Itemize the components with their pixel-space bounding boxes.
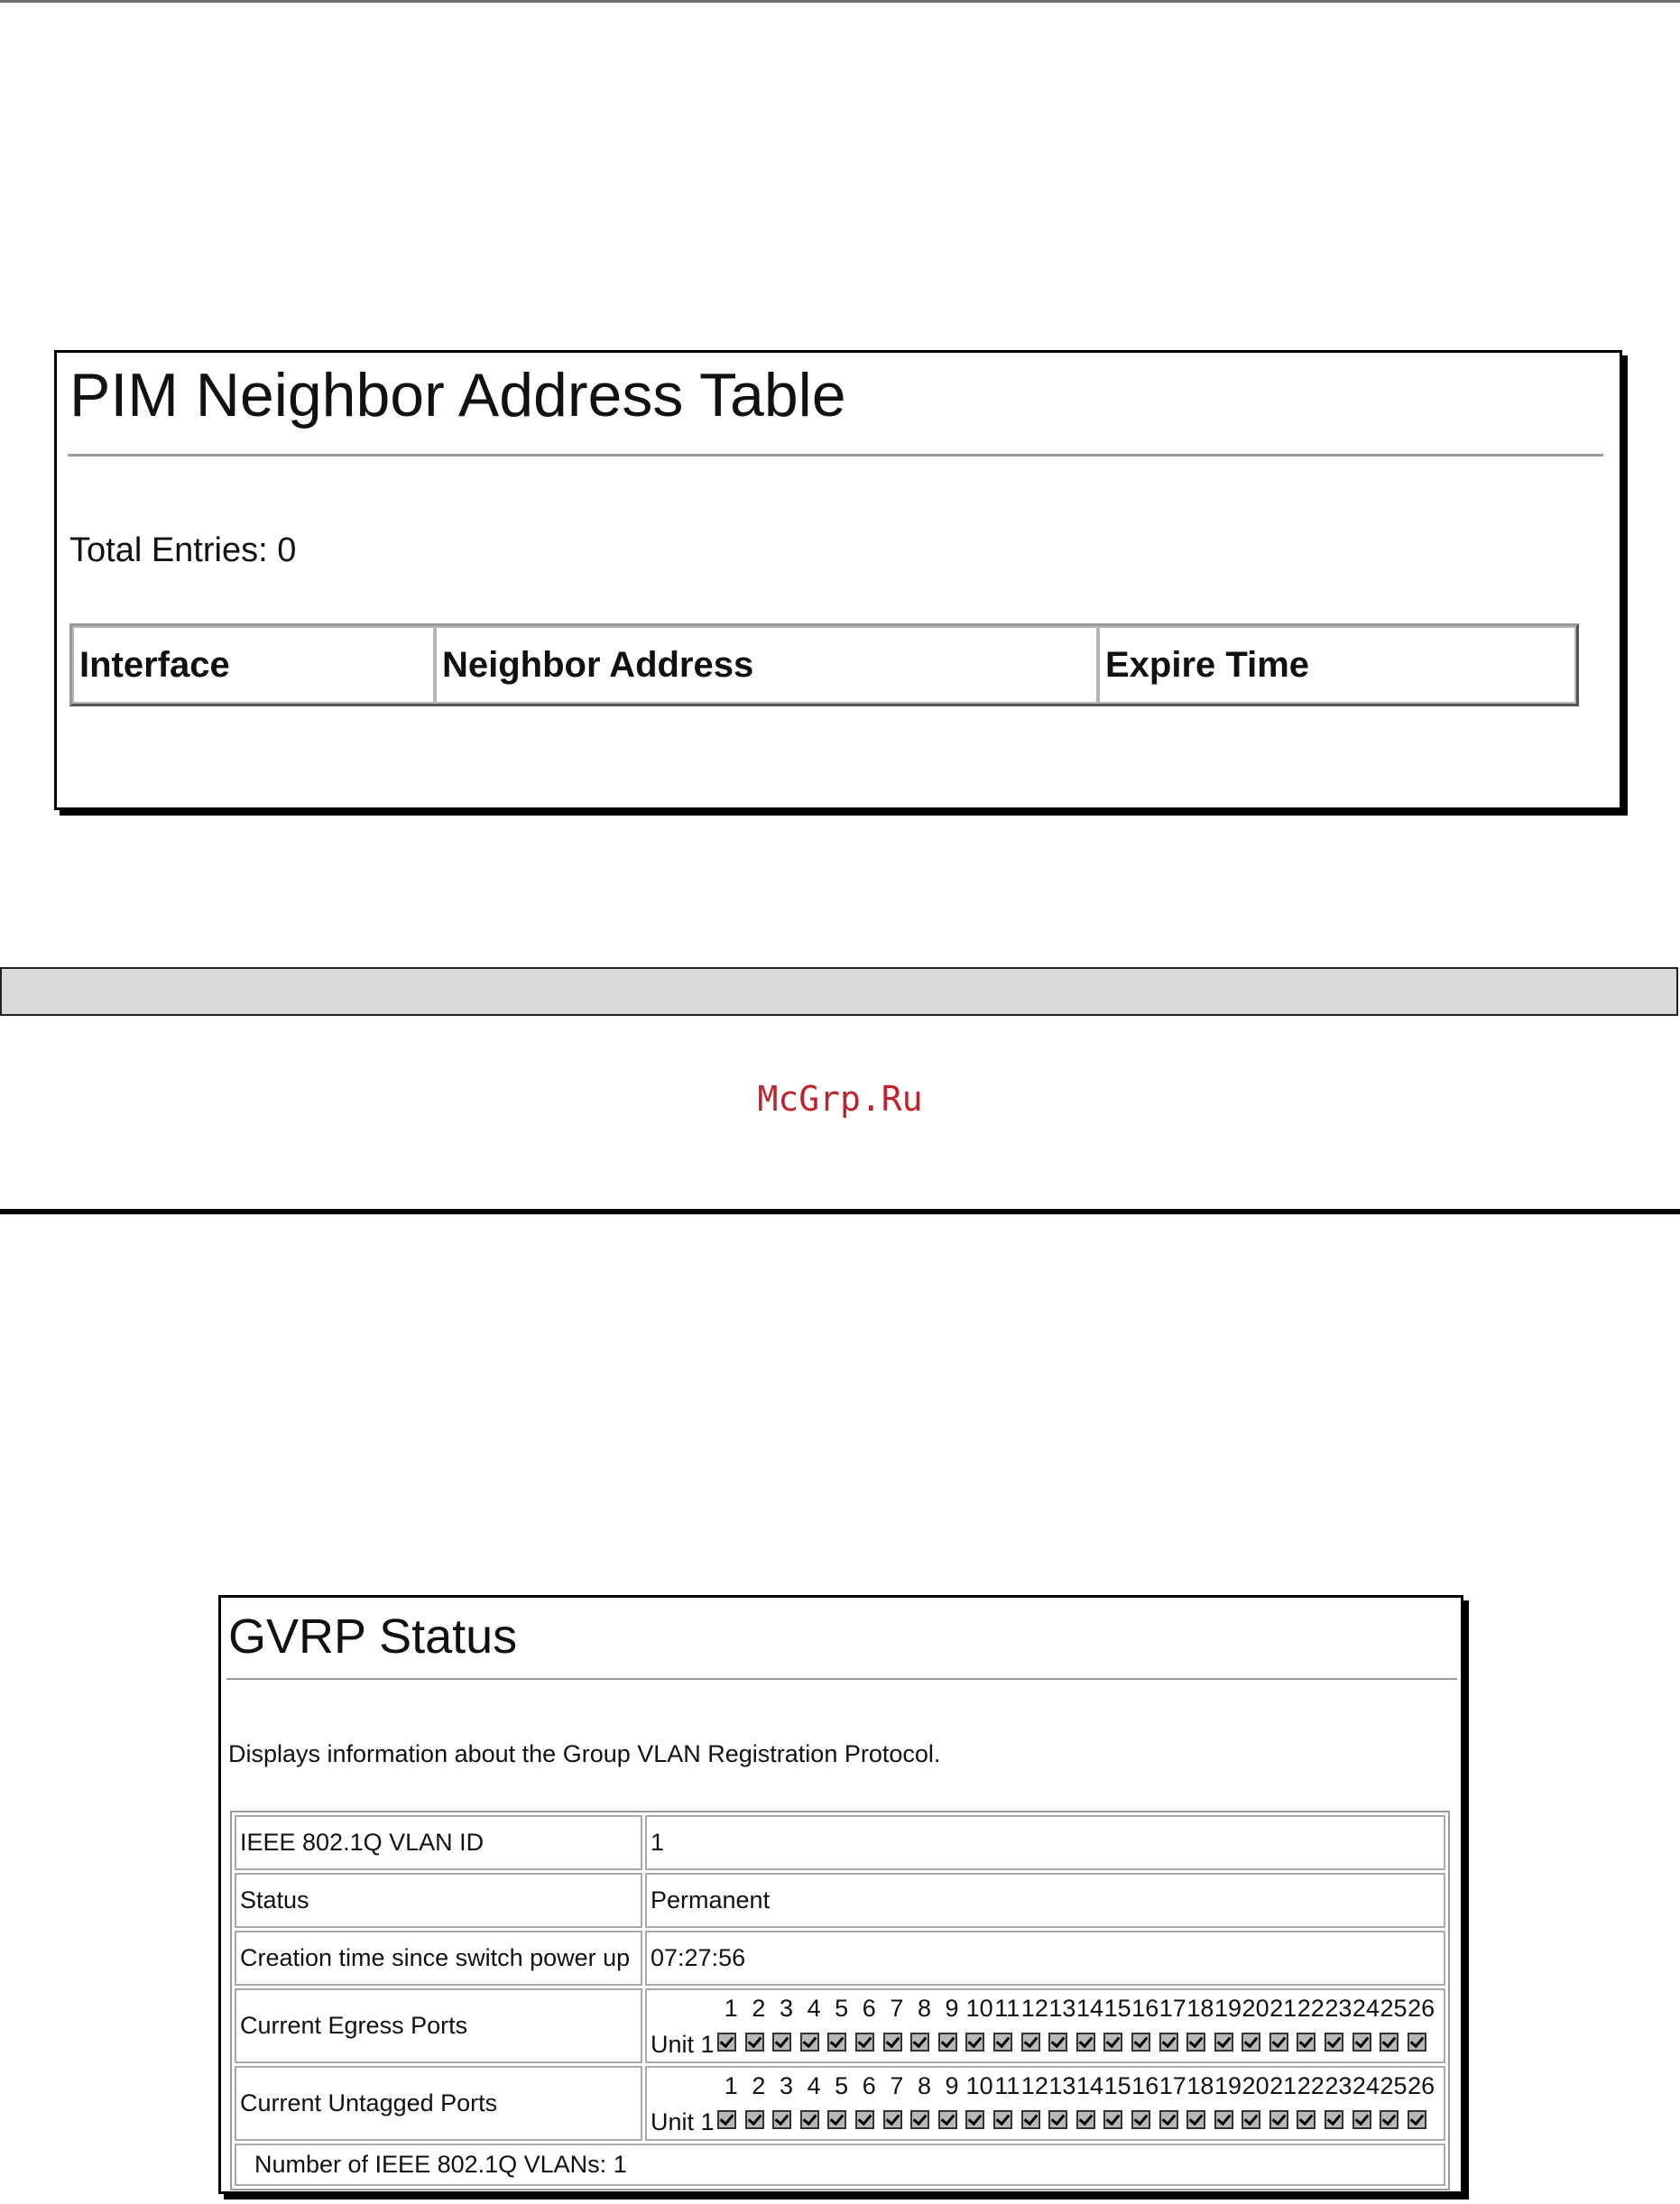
gvrp-title-divider [226,1678,1457,1680]
port-number: 8 [917,1994,931,2022]
gvrp-description: Displays information about the Group VLAN Registration Protocol. [228,1740,941,1767]
port-25-checkbox[interactable] [1380,2033,1398,2052]
port-10-checkbox[interactable] [965,2033,984,2052]
port-number: 22 [1297,1994,1325,2022]
egress-port-checkboxes [717,2033,1435,2061]
column-header-neighbor-address: Neighbor Address [435,626,1098,704]
port-number: 15 [1103,2071,1131,2099]
port-8-checkbox[interactable] [910,2110,929,2129]
port-number: 4 [807,1994,821,2022]
status-value: Permanent [645,1873,1445,1928]
port-number: 6 [862,1994,876,2022]
port-2-checkbox[interactable] [745,2033,764,2052]
port-8-checkbox[interactable] [910,2033,929,2052]
port-number: 1 [724,2071,738,2099]
port-18-checkbox[interactable] [1186,2033,1205,2052]
port-10-checkbox[interactable] [965,2110,984,2129]
port-24-checkbox[interactable] [1352,2033,1371,2052]
pim-neighbor-table [69,623,1579,706]
port-number: 24 [1352,1994,1380,2022]
untagged-port-numbers [717,2072,1435,2100]
port-number: 24 [1352,2071,1380,2099]
port-2-checkbox[interactable] [745,2110,764,2129]
column-header-expire-time: Expire Time [1098,626,1576,704]
total-entries [69,531,296,570]
section-bar [0,967,1678,1016]
untagged-ports-cell [645,2066,1445,2141]
title-divider [68,454,1603,456]
port-14-checkbox[interactable] [1076,2033,1095,2052]
port-23-checkbox[interactable] [1325,2033,1343,2052]
port-21-checkbox[interactable] [1269,2110,1288,2129]
port-number: 21 [1269,1994,1297,2022]
port-1-checkbox[interactable] [717,2110,736,2129]
page-title: PIM Neighbor Address Table [69,361,846,429]
port-24-checkbox[interactable] [1352,2110,1371,2129]
port-number: 25 [1380,1994,1408,2022]
port-number: 12 [1020,2071,1048,2099]
port-number: 5 [835,2071,849,2099]
port-number: 25 [1380,2071,1408,2099]
creation-time-label: Creation time since switch power up [235,1931,642,1986]
table-row [235,1988,1445,2063]
port-number: 16 [1131,1994,1159,2022]
port-20-checkbox[interactable] [1242,2033,1260,2052]
port-number: 17 [1158,2071,1186,2099]
port-5-checkbox[interactable] [827,2033,846,2052]
port-number: 9 [945,1994,959,2022]
port-number: 3 [779,2071,793,2099]
port-6-checkbox[interactable] [855,2110,874,2129]
total-entries-value: 0 [277,531,297,569]
section-divider [0,1209,1680,1214]
table-row [235,2066,1445,2141]
vlan-count-cell [235,2144,1445,2186]
port-18-checkbox[interactable] [1186,2110,1205,2129]
port-23-checkbox[interactable] [1325,2110,1343,2129]
port-7-checkbox[interactable] [883,2033,902,2052]
port-number: 11 [994,2071,1020,2099]
port-number: 20 [1242,2071,1269,2099]
port-number: 26 [1408,1994,1435,2022]
port-number: 22 [1297,2071,1325,2099]
port-number: 21 [1269,2071,1297,2099]
port-number: 9 [945,2071,959,2099]
port-1-checkbox[interactable] [717,2033,736,2052]
table-row [235,1815,1445,1870]
port-number: 14 [1075,2071,1104,2099]
creation-time-value: 07:27:56 [645,1931,1445,1986]
gvrp-status-table [230,1811,1450,2190]
port-22-checkbox[interactable] [1297,2033,1315,2052]
port-11-checkbox[interactable] [993,2033,1012,2052]
port-number: 2 [752,2071,766,2099]
port-number: 11 [994,1994,1020,2022]
port-16-checkbox[interactable] [1131,2110,1150,2129]
port-4-checkbox[interactable] [800,2033,819,2052]
pim-neighbor-panel [54,350,1622,810]
port-20-checkbox[interactable] [1242,2110,1260,2129]
port-number: 26 [1408,2071,1435,2099]
port-number: 18 [1186,2071,1214,2099]
port-15-checkbox[interactable] [1103,2110,1122,2129]
port-number: 7 [890,1994,904,2022]
port-26-checkbox[interactable] [1408,2110,1426,2129]
port-12-checkbox[interactable] [1021,2110,1040,2129]
port-number: 7 [890,2071,904,2099]
gvrp-title: GVRP Status [228,1609,518,1664]
gvrp-status-panel [218,1595,1463,2194]
port-17-checkbox[interactable] [1159,2033,1178,2052]
untagged-port-checkboxes [717,2110,1435,2138]
vlan-id-value: 1 [645,1815,1445,1870]
port-9-checkbox[interactable] [938,2033,957,2052]
port-4-checkbox[interactable] [800,2110,819,2129]
port-number: 20 [1242,1994,1269,2022]
untagged-ports-label: Current Untagged Ports [235,2066,642,2141]
egress-port-block [651,1991,1440,2061]
total-entries-label: Total Entries: [69,531,268,569]
egress-port-numbers [717,1995,1435,2023]
status-label: Status [235,1873,642,1928]
port-number: 8 [917,2071,931,2099]
port-number: 16 [1131,2071,1159,2099]
table-row [235,2144,1445,2186]
port-17-checkbox[interactable] [1159,2110,1178,2129]
vlan-count-value: 1 [613,2151,627,2178]
port-19-checkbox[interactable] [1214,2033,1233,2052]
watermark: McGrp.Ru [757,1079,923,1119]
port-number: 5 [835,1994,849,2022]
port-13-checkbox[interactable] [1048,2033,1067,2052]
egress-unit-label: Unit 1 [651,2030,715,2058]
port-6-checkbox[interactable] [855,2033,874,2052]
port-9-checkbox[interactable] [938,2110,957,2129]
port-22-checkbox[interactable] [1297,2110,1315,2129]
port-number: 2 [752,1994,766,2022]
port-19-checkbox[interactable] [1214,2110,1233,2129]
vlan-count-label: Number of IEEE 802.1Q VLANs: [254,2151,607,2178]
untagged-unit-label: Unit 1 [651,2107,715,2135]
table-row [235,1873,1445,1928]
egress-ports-label: Current Egress Ports [235,1988,642,2063]
port-number: 6 [862,2071,876,2099]
port-3-checkbox[interactable] [772,2033,791,2052]
port-number: 19 [1214,1994,1242,2022]
port-number: 10 [965,1994,993,2022]
port-number: 4 [807,2071,821,2099]
port-number: 3 [779,1994,793,2022]
port-number: 1 [724,1994,738,2022]
port-13-checkbox[interactable] [1048,2110,1067,2129]
port-number: 23 [1325,2071,1352,2099]
port-number: 15 [1103,1994,1131,2022]
port-number: 14 [1075,1994,1104,2022]
port-number: 19 [1214,2071,1242,2099]
port-25-checkbox[interactable] [1380,2110,1398,2129]
egress-ports-cell [645,1988,1445,2063]
port-number: 23 [1325,1994,1352,2022]
port-number: 13 [1048,1994,1076,2022]
port-7-checkbox[interactable] [883,2110,902,2129]
port-15-checkbox[interactable] [1103,2033,1122,2052]
vlan-id-label: IEEE 802.1Q VLAN ID [235,1815,642,1870]
port-number: 10 [965,2071,993,2099]
port-12-checkbox[interactable] [1021,2033,1040,2052]
port-26-checkbox[interactable] [1408,2033,1426,2052]
port-5-checkbox[interactable] [827,2110,846,2129]
top-rule [0,0,1680,3]
port-21-checkbox[interactable] [1269,2033,1288,2052]
port-number: 13 [1048,2071,1076,2099]
port-14-checkbox[interactable] [1076,2110,1095,2129]
port-3-checkbox[interactable] [772,2110,791,2129]
table-row [235,1931,1445,1986]
column-header-interface: Interface [72,626,435,704]
port-11-checkbox[interactable] [993,2110,1012,2129]
port-number: 17 [1158,1994,1186,2022]
port-number: 18 [1186,1994,1214,2022]
port-number: 12 [1020,1994,1048,2022]
untagged-port-block [651,2069,1440,2139]
port-16-checkbox[interactable] [1131,2033,1150,2052]
